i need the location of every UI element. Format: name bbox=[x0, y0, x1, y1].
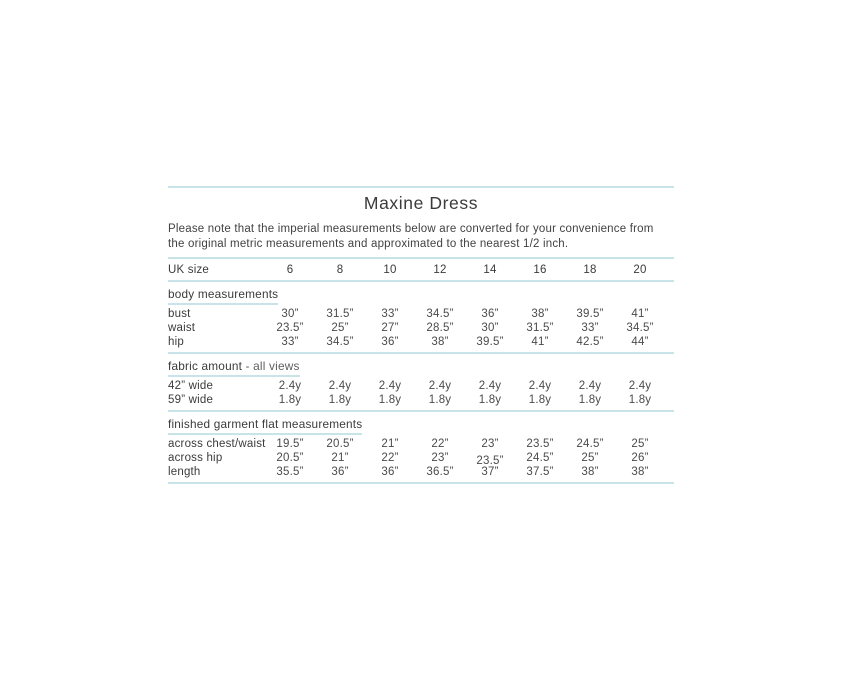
cell-value bbox=[515, 437, 565, 451]
cell-value bbox=[415, 335, 465, 349]
cell-value-text: 31.5” bbox=[526, 322, 554, 334]
cell-value bbox=[315, 379, 365, 393]
table-row bbox=[168, 465, 665, 479]
cell-value-text: 35.5” bbox=[276, 466, 304, 478]
table-row bbox=[168, 379, 665, 393]
cell-value-text: 38” bbox=[531, 308, 549, 320]
row-label-text: waist bbox=[168, 322, 196, 334]
cell-value-text: 20.5” bbox=[276, 452, 304, 464]
cell-value-text: 23.5” bbox=[476, 455, 504, 467]
row-label bbox=[168, 321, 265, 335]
cell-value bbox=[265, 307, 315, 321]
section-table-1 bbox=[168, 379, 665, 407]
cell-value-text: 27” bbox=[381, 322, 399, 334]
row-label-text: 42” wide bbox=[168, 380, 214, 392]
row-label-text: hip bbox=[168, 336, 184, 348]
cell-value bbox=[515, 335, 565, 349]
cell-value bbox=[365, 379, 415, 393]
cell-value-text: 2.4y bbox=[528, 380, 552, 392]
cell-value-text: 25” bbox=[331, 322, 349, 334]
section-heading bbox=[168, 359, 674, 377]
cell-value bbox=[615, 321, 665, 335]
cell-value-text: 34.5” bbox=[326, 336, 354, 348]
size-row-label bbox=[168, 259, 265, 280]
cell-value bbox=[515, 393, 565, 407]
size-col-header bbox=[365, 259, 415, 280]
section-heading bbox=[168, 417, 674, 435]
cell-value bbox=[265, 465, 315, 479]
cell-value-text: 22” bbox=[431, 438, 449, 450]
table-row bbox=[168, 335, 665, 349]
row-label-text: length bbox=[168, 466, 201, 478]
row-label bbox=[168, 307, 265, 321]
cell-value bbox=[515, 451, 565, 465]
section-heading-main: fabric amount bbox=[168, 359, 243, 373]
page-title: Maxine Dress bbox=[363, 193, 479, 213]
cell-value-text: 41” bbox=[631, 308, 649, 320]
section-heading-main: body measurements bbox=[168, 287, 279, 301]
cell-value-text: 19.5” bbox=[276, 438, 304, 450]
cell-value bbox=[365, 465, 415, 479]
row-label-text: 59” wide bbox=[168, 394, 214, 406]
conversion-note bbox=[168, 222, 674, 252]
cell-value-text: 38” bbox=[431, 336, 449, 348]
cell-value-text: 1.8y bbox=[578, 394, 602, 406]
cell-value bbox=[365, 307, 415, 321]
cell-value bbox=[615, 379, 665, 393]
cell-value-text: 1.8y bbox=[528, 394, 552, 406]
cell-value bbox=[365, 393, 415, 407]
cell-value-text: 31.5” bbox=[326, 308, 354, 320]
size-col-header-text: 14 bbox=[483, 263, 497, 276]
row-label-text: bust bbox=[168, 308, 191, 320]
section-table-0 bbox=[168, 307, 665, 349]
size-col-header-text: 16 bbox=[533, 263, 547, 276]
section-heading-main: finished garment flat measurements bbox=[168, 417, 363, 431]
cell-value-text: 38” bbox=[581, 466, 599, 478]
cell-value bbox=[265, 321, 315, 335]
size-col-header bbox=[465, 259, 515, 280]
cell-value bbox=[365, 437, 415, 451]
size-col-header bbox=[265, 259, 315, 280]
row-label bbox=[168, 379, 265, 393]
size-col-header bbox=[415, 259, 465, 280]
cell-value-text: 39.5” bbox=[476, 336, 504, 348]
cell-value-text: 30” bbox=[481, 322, 499, 334]
cell-value bbox=[365, 451, 415, 465]
cell-value bbox=[565, 465, 615, 479]
cell-value bbox=[315, 321, 365, 335]
cell-value-text: 37” bbox=[481, 466, 499, 478]
cell-value-text: 2.4y bbox=[328, 380, 352, 392]
measurement-sections bbox=[168, 287, 674, 484]
cell-value-text: 23.5” bbox=[526, 438, 554, 450]
cell-value-text: 34.5” bbox=[626, 322, 654, 334]
row-label-text: across chest/waist bbox=[168, 438, 266, 450]
cell-value bbox=[265, 379, 315, 393]
size-col-header-text: 8 bbox=[336, 263, 344, 276]
cell-value-text: 41” bbox=[531, 336, 549, 348]
cell-value bbox=[265, 393, 315, 407]
section-table-2 bbox=[168, 437, 665, 479]
cell-value-text: 1.8y bbox=[278, 394, 302, 406]
cell-value bbox=[365, 335, 415, 349]
cell-value-text: 44” bbox=[631, 336, 649, 348]
cell-value-text: 36” bbox=[481, 308, 499, 320]
cell-value bbox=[515, 465, 565, 479]
cell-value-text: 39.5” bbox=[576, 308, 604, 320]
cell-value bbox=[615, 451, 665, 465]
cell-value bbox=[265, 437, 315, 451]
cell-value-text: 2.4y bbox=[378, 380, 402, 392]
conversion-note-line-2: the original metric measurements and approximated to the nearest 1/2 inch. bbox=[168, 238, 569, 250]
cell-value-text: 1.8y bbox=[628, 394, 652, 406]
cell-value-text: 38” bbox=[631, 466, 649, 478]
cell-value bbox=[465, 393, 515, 407]
section-table-body bbox=[168, 437, 665, 479]
section-heading bbox=[168, 287, 674, 305]
cell-value bbox=[465, 379, 515, 393]
cell-value-text: 23” bbox=[431, 452, 449, 464]
cell-value bbox=[315, 393, 365, 407]
cell-value bbox=[565, 451, 615, 465]
section-table-body bbox=[168, 379, 665, 407]
cell-value bbox=[565, 307, 615, 321]
cell-value bbox=[415, 393, 465, 407]
cell-value-text: 2.4y bbox=[578, 380, 602, 392]
cell-value-text: 21” bbox=[381, 438, 399, 450]
cell-value bbox=[415, 451, 465, 465]
cell-value-text: 2.4y bbox=[478, 380, 502, 392]
cell-value bbox=[315, 335, 365, 349]
cell-value-text: 24.5” bbox=[526, 452, 554, 464]
table-row bbox=[168, 307, 665, 321]
cell-value bbox=[465, 321, 515, 335]
size-row bbox=[168, 259, 665, 280]
section-divider bbox=[168, 482, 674, 484]
size-header-table bbox=[168, 259, 665, 280]
cell-value-text: 33” bbox=[581, 322, 599, 334]
cell-value-text: 26” bbox=[631, 452, 649, 464]
cell-value bbox=[565, 321, 615, 335]
cell-value bbox=[315, 465, 365, 479]
cell-value-text: 1.8y bbox=[378, 394, 402, 406]
cell-value bbox=[465, 335, 515, 349]
size-col-header-text: 12 bbox=[433, 263, 447, 276]
cell-value-text: 23.5” bbox=[276, 322, 304, 334]
cell-value bbox=[465, 465, 515, 479]
size-col-header bbox=[615, 259, 665, 280]
cell-value-text: 37.5” bbox=[526, 466, 554, 478]
cell-value bbox=[415, 465, 465, 479]
row-label bbox=[168, 465, 265, 479]
cell-value bbox=[415, 307, 465, 321]
section-table-body bbox=[168, 307, 665, 349]
top-divider bbox=[168, 186, 674, 188]
table-row bbox=[168, 451, 665, 465]
cell-value bbox=[565, 437, 615, 451]
cell-value bbox=[365, 321, 415, 335]
cell-value bbox=[315, 451, 365, 465]
cell-value-text: 20.5” bbox=[326, 438, 354, 450]
row-label bbox=[168, 437, 265, 451]
size-col-header-text: 18 bbox=[583, 263, 597, 276]
size-col-header bbox=[515, 259, 565, 280]
cell-value bbox=[315, 437, 365, 451]
cell-value bbox=[565, 335, 615, 349]
section-divider bbox=[168, 410, 674, 412]
table-row bbox=[168, 321, 665, 335]
size-row-label-text: UK size bbox=[168, 263, 210, 276]
cell-value bbox=[515, 321, 565, 335]
cell-value bbox=[615, 465, 665, 479]
cell-value bbox=[465, 307, 515, 321]
cell-value bbox=[565, 379, 615, 393]
cell-value bbox=[565, 393, 615, 407]
row-label bbox=[168, 335, 265, 349]
cell-value bbox=[315, 307, 365, 321]
cell-value bbox=[615, 393, 665, 407]
cell-value-text: 1.8y bbox=[428, 394, 452, 406]
cell-value-text: 25” bbox=[631, 438, 649, 450]
cell-value bbox=[265, 451, 315, 465]
cell-value-text: 33” bbox=[381, 308, 399, 320]
cell-value bbox=[465, 451, 515, 465]
cell-value-text: 2.4y bbox=[428, 380, 452, 392]
size-col-header-text: 20 bbox=[633, 263, 647, 276]
row-label-text: across hip bbox=[168, 452, 223, 464]
divider-below-sizes bbox=[168, 280, 674, 282]
cell-value bbox=[615, 335, 665, 349]
cell-value-text: 30” bbox=[281, 308, 299, 320]
size-col-header-text: 10 bbox=[383, 263, 397, 276]
cell-value-text: 36” bbox=[381, 336, 399, 348]
cell-value-text: 36” bbox=[331, 466, 349, 478]
cell-value bbox=[415, 379, 465, 393]
cell-value bbox=[615, 307, 665, 321]
size-col-header-text: 6 bbox=[286, 263, 294, 276]
cell-value-text: 28.5” bbox=[426, 322, 454, 334]
section-heading-suffix: - all views bbox=[242, 359, 300, 373]
section-heading-underline bbox=[168, 287, 278, 305]
cell-value-text: 1.8y bbox=[478, 394, 502, 406]
cell-value-text: 25” bbox=[581, 452, 599, 464]
cell-value-text: 1.8y bbox=[328, 394, 352, 406]
cell-value bbox=[515, 379, 565, 393]
size-col-header bbox=[565, 259, 615, 280]
cell-value bbox=[265, 335, 315, 349]
table-row bbox=[168, 393, 665, 407]
row-label bbox=[168, 451, 265, 465]
conversion-note-line-1: Please note that the imperial measurements below are converted for your convenience from bbox=[168, 223, 654, 235]
cell-value-text: 34.5” bbox=[426, 308, 454, 320]
table-row bbox=[168, 437, 665, 451]
cell-value bbox=[415, 321, 465, 335]
row-label bbox=[168, 393, 265, 407]
section-divider bbox=[168, 352, 674, 354]
cell-value-text: 2.4y bbox=[628, 380, 652, 392]
cell-value-text: 22” bbox=[381, 452, 399, 464]
cell-value-text: 33” bbox=[281, 336, 299, 348]
cell-value-text: 21” bbox=[331, 452, 349, 464]
section-heading-underline bbox=[168, 417, 362, 435]
size-col-header bbox=[315, 259, 365, 280]
size-chart-sheet bbox=[168, 186, 674, 484]
cell-value bbox=[615, 437, 665, 451]
cell-value-text: 36” bbox=[381, 466, 399, 478]
cell-value-text: 23” bbox=[481, 438, 499, 450]
cell-value bbox=[415, 437, 465, 451]
cell-value bbox=[515, 307, 565, 321]
cell-value bbox=[465, 437, 515, 451]
section-heading-underline bbox=[168, 359, 300, 377]
cell-value-text: 36.5” bbox=[426, 466, 454, 478]
cell-value-text: 2.4y bbox=[278, 380, 302, 392]
cell-value-text: 24.5” bbox=[576, 438, 604, 450]
cell-value-text: 42.5” bbox=[576, 336, 604, 348]
